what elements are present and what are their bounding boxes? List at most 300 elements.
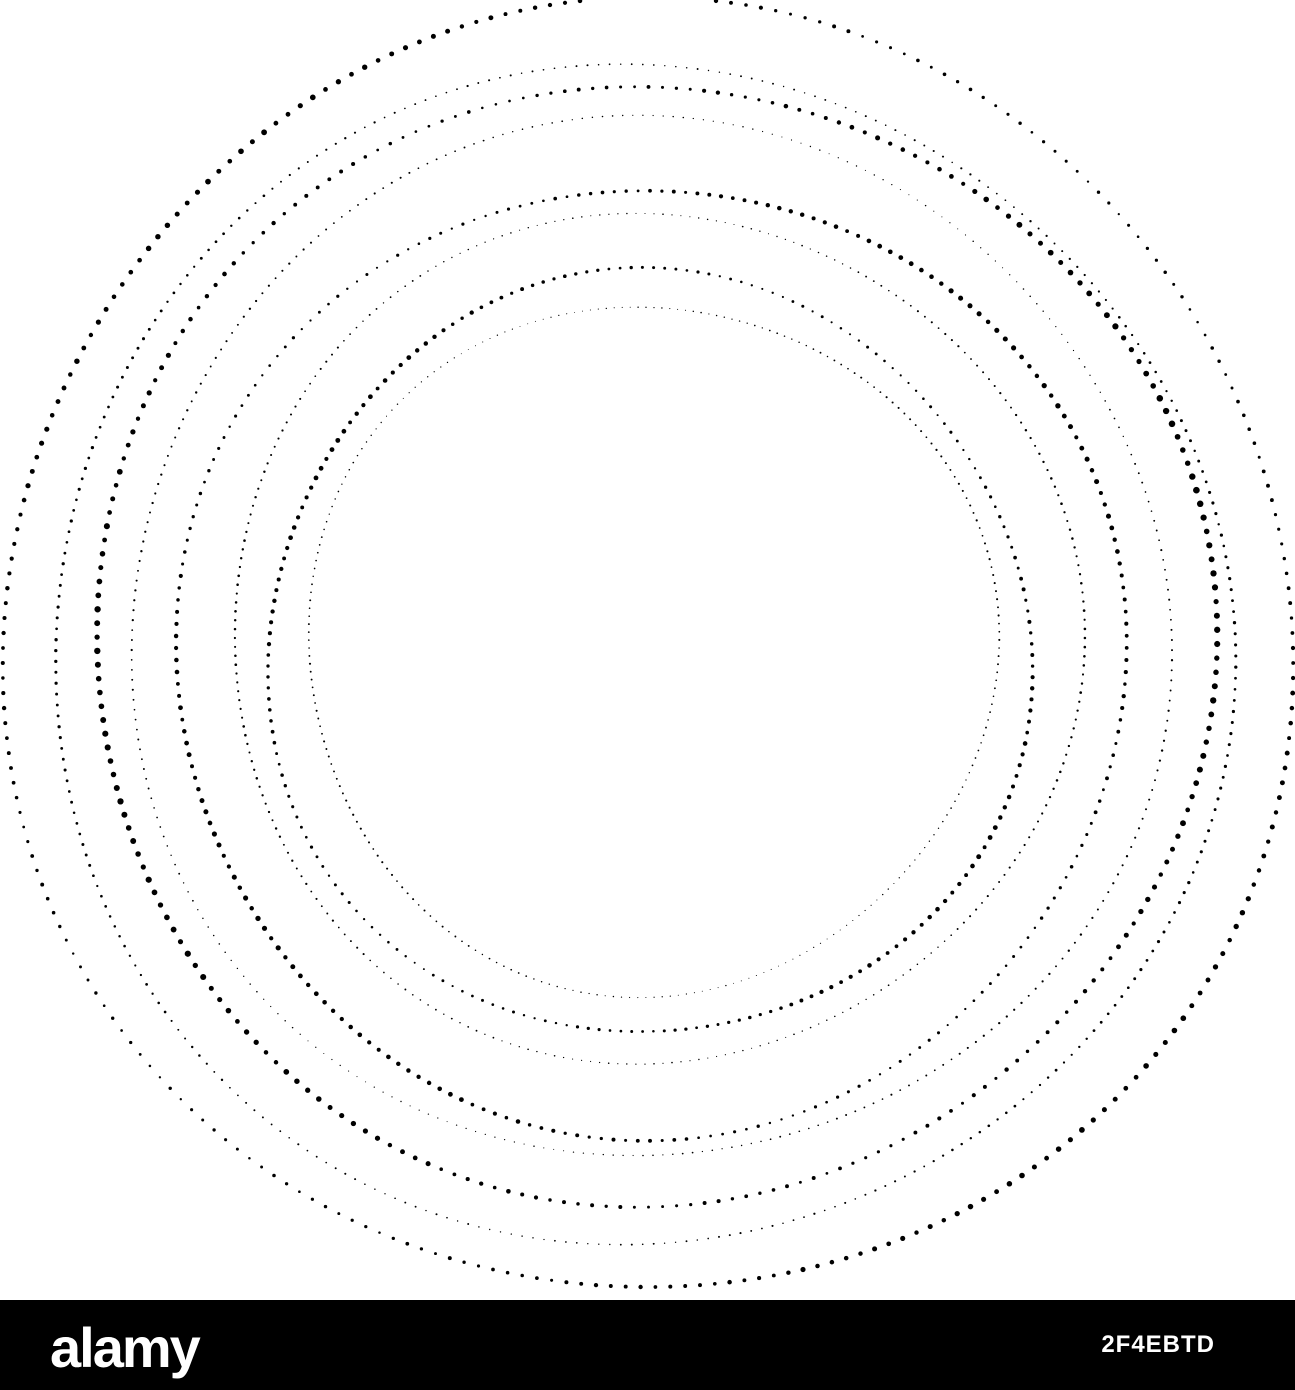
ring-dot <box>133 599 135 601</box>
ring-dot <box>638 1285 642 1289</box>
ring-dot <box>494 1136 495 1137</box>
ring-dot <box>590 215 591 216</box>
ring-dot <box>793 242 794 243</box>
ring-dot <box>1193 487 1200 494</box>
ring-dot <box>349 210 351 212</box>
ring-dot <box>112 295 117 300</box>
ring-dot <box>1094 479 1099 484</box>
ring-dot <box>759 230 760 231</box>
ring-dot <box>888 249 893 254</box>
ring-dot <box>283 844 285 846</box>
ring-dot <box>989 558 991 560</box>
ring-dot <box>596 994 598 996</box>
ring-dot <box>1291 676 1295 680</box>
ring-dot <box>686 1240 688 1242</box>
ring-dot <box>456 88 458 90</box>
ring-dot <box>631 63 633 65</box>
ring-dot <box>1107 201 1110 204</box>
ring-dot <box>376 267 378 269</box>
ring-dot <box>57 714 60 717</box>
ring-dot <box>854 372 856 374</box>
ring-dot <box>89 333 93 337</box>
ring-dot <box>719 71 720 72</box>
ring-dot <box>276 355 278 357</box>
ring-dot <box>1039 1084 1041 1086</box>
ring-dot <box>991 1028 993 1030</box>
ring-dot <box>315 560 317 562</box>
ring-dot <box>1233 699 1236 702</box>
ring-dot <box>412 280 414 282</box>
ring-dot <box>654 1285 658 1289</box>
ring-dot <box>716 90 720 94</box>
ring-dot <box>1170 619 1172 621</box>
ring-dot <box>1079 573 1081 575</box>
ring-dot <box>336 79 341 84</box>
ring-dot <box>317 718 319 720</box>
ring-dot <box>1125 646 1129 650</box>
ring-dot <box>489 338 490 339</box>
ring-dot <box>203 481 206 484</box>
ring-dot <box>496 962 498 964</box>
ring-dot <box>938 327 940 329</box>
ring-dot <box>206 1063 208 1065</box>
ring-dot <box>1076 266 1078 268</box>
ring-dot <box>452 985 454 987</box>
ring-dot <box>601 191 605 195</box>
ring-dot <box>78 488 81 491</box>
ring-dot <box>617 213 618 214</box>
ring-dot <box>1158 539 1160 541</box>
ring-dot <box>689 1203 692 1206</box>
ring-dot <box>466 1177 470 1181</box>
ring-dot <box>731 1197 734 1200</box>
ring-dot <box>834 224 839 229</box>
ring-dot <box>622 307 623 308</box>
ring-dot <box>885 124 887 126</box>
ring-dot <box>178 427 180 429</box>
ring-dot <box>992 574 994 576</box>
ring-dot <box>850 267 852 269</box>
ring-dot <box>491 1268 495 1272</box>
ring-dot <box>376 149 379 152</box>
ring-dot <box>151 502 153 504</box>
ring-dot <box>1093 1029 1096 1032</box>
ring-dot <box>543 319 544 320</box>
ring-dot <box>892 401 894 403</box>
ring-dot <box>418 242 421 245</box>
ring-dot <box>1085 457 1090 462</box>
ring-dot <box>920 430 922 432</box>
ring-dot <box>1157 395 1164 402</box>
ring-dot <box>972 765 974 767</box>
ring-dot <box>1166 720 1168 722</box>
ring-dot <box>802 1030 803 1031</box>
ring-dot <box>391 182 393 184</box>
ring-dot <box>684 1027 687 1030</box>
ring-dot <box>510 1043 511 1044</box>
ring-dot <box>883 360 886 363</box>
ring-dot <box>1127 445 1129 447</box>
ring-dot <box>1198 991 1203 996</box>
ring-dot <box>867 963 872 968</box>
ring-dot <box>1163 740 1165 742</box>
ring-dot <box>355 412 359 416</box>
ring-dot <box>354 1178 356 1180</box>
ring-dot <box>102 731 108 737</box>
ring-dot <box>150 797 152 799</box>
ring-dot <box>499 77 501 79</box>
ring-dot <box>1210 697 1216 703</box>
ring-dot <box>613 190 616 193</box>
ring-dot <box>587 1027 590 1030</box>
ring-dot <box>338 491 340 493</box>
ring-dot <box>689 88 692 91</box>
ring-dot <box>1003 874 1005 876</box>
ring-dot <box>968 1204 974 1210</box>
ring-dot <box>630 266 633 269</box>
ring-dot <box>675 1242 676 1243</box>
ring-dot <box>197 909 198 910</box>
ring-dot <box>92 874 95 877</box>
ring-dot <box>1138 472 1140 474</box>
ring-dot <box>1169 421 1176 428</box>
ring-dot <box>950 891 954 895</box>
ring-dot <box>1170 847 1175 852</box>
ring-dot <box>961 182 965 186</box>
ring-dot <box>686 269 689 272</box>
ring-dot <box>54 660 57 663</box>
ring-dot <box>535 94 538 97</box>
dotted-ring <box>174 189 1129 1143</box>
ring-dot <box>1290 706 1294 710</box>
ring-dot <box>562 1200 566 1204</box>
ring-dot <box>1216 797 1219 800</box>
ring-dot <box>983 734 985 736</box>
ring-dot <box>619 85 622 88</box>
ring-dot <box>849 333 851 335</box>
ring-dot <box>888 141 892 145</box>
ring-dot <box>543 1147 544 1148</box>
ring-dot <box>1280 780 1285 785</box>
ring-dot <box>514 1141 515 1142</box>
ring-dot <box>920 923 924 927</box>
ring-dot <box>287 852 289 854</box>
ring-dot <box>635 213 636 214</box>
ring-dot <box>996 1118 998 1120</box>
ring-dot <box>1246 896 1251 901</box>
ring-dot <box>365 1081 366 1082</box>
ring-dot <box>324 1205 327 1208</box>
ring-dot <box>443 1013 444 1014</box>
ring-dot <box>1180 419 1183 422</box>
ring-dot <box>351 162 355 166</box>
ring-dot <box>949 174 954 179</box>
ring-dot <box>506 1189 511 1194</box>
ring-dot <box>436 158 438 160</box>
ring-dot <box>145 778 147 780</box>
ring-dot <box>123 945 126 948</box>
ring-dot <box>875 135 880 140</box>
ring-dot <box>942 1064 944 1066</box>
ring-dot <box>860 377 862 379</box>
ring-dot <box>341 484 342 485</box>
ring-dot <box>1234 665 1237 668</box>
ring-dot <box>528 1123 531 1126</box>
ring-dot <box>420 1247 423 1250</box>
ring-dot <box>913 1131 917 1135</box>
ring-dot <box>348 1071 349 1072</box>
ring-dot <box>590 309 591 310</box>
ring-dot <box>399 363 403 367</box>
ring-dot <box>1005 1112 1008 1115</box>
ring-dot <box>942 1154 944 1156</box>
ring-dot <box>626 213 628 215</box>
ring-dot <box>112 396 115 399</box>
ring-dot <box>1204 334 1207 337</box>
ring-dot <box>792 959 793 960</box>
ring-dot <box>7 751 11 755</box>
ring-dot <box>768 1043 769 1044</box>
ring-dot <box>66 541 69 544</box>
ring-dot <box>5 586 9 590</box>
ring-dot <box>510 292 513 295</box>
ring-dot <box>412 994 414 996</box>
ring-dot <box>931 321 933 323</box>
ring-dot <box>132 619 134 621</box>
ring-dot <box>856 165 857 166</box>
ring-dot <box>717 1023 720 1026</box>
ring-dot <box>303 248 305 250</box>
ring-dot <box>122 456 126 460</box>
ring-dot <box>925 1124 929 1128</box>
ring-dot <box>882 894 883 895</box>
ring-dot <box>195 391 197 393</box>
ring-dot <box>1168 921 1171 924</box>
ring-dot <box>308 1040 309 1041</box>
ring-dot <box>748 1016 752 1020</box>
ring-dot <box>549 983 550 984</box>
ring-dot <box>785 1184 789 1188</box>
ring-dot <box>612 1154 613 1155</box>
ring-dot <box>542 199 545 202</box>
ring-dot <box>210 366 212 368</box>
ring-dot <box>97 690 103 696</box>
ring-dot <box>174 634 178 638</box>
ring-dot <box>671 214 672 215</box>
ring-dot <box>468 349 469 350</box>
ring-dot <box>1114 1004 1117 1007</box>
ring-dot <box>311 583 313 585</box>
ring-dot <box>99 426 102 429</box>
ring-dot <box>910 305 912 307</box>
ring-dot <box>880 285 882 287</box>
ring-dot <box>184 1037 186 1039</box>
ring-dot <box>873 386 875 388</box>
ring-dot <box>857 1085 860 1088</box>
ring-dot <box>482 341 483 342</box>
ring-dot <box>1189 794 1194 799</box>
ring-dot <box>59 736 62 739</box>
ring-dot <box>253 769 255 771</box>
ring-dot <box>1061 250 1063 252</box>
ring-dot <box>1156 769 1158 771</box>
ring-dot <box>344 1173 346 1175</box>
ring-dot <box>994 328 999 333</box>
ring-dot <box>412 898 414 900</box>
ring-dot <box>933 1160 935 1162</box>
ring-dot <box>942 1218 946 1222</box>
ring-dot <box>854 1198 856 1200</box>
ring-dot <box>844 1202 846 1204</box>
ring-dot <box>87 457 90 460</box>
ring-dot <box>734 1052 735 1053</box>
ring-dot <box>1115 549 1120 554</box>
ring-dot <box>1253 441 1257 445</box>
ring-dot <box>1038 453 1040 455</box>
ring-dot <box>991 566 993 568</box>
ring-dot <box>1004 1067 1008 1071</box>
ring-dot <box>1138 909 1143 914</box>
ring-dot <box>598 1028 601 1031</box>
ring-dot <box>493 238 494 239</box>
ring-dot <box>965 779 966 780</box>
ring-dot <box>198 1054 201 1057</box>
ring-dot <box>333 770 335 772</box>
ring-dot <box>1288 601 1292 605</box>
ring-dot <box>26 840 29 843</box>
ring-dot <box>63 552 66 555</box>
ring-dot <box>499 296 503 300</box>
ring-dot <box>956 440 959 443</box>
ring-dot <box>57 725 60 728</box>
ring-dot <box>1240 910 1245 915</box>
ring-dot <box>344 137 346 139</box>
ring-dot <box>1132 921 1136 925</box>
ring-dot <box>352 462 354 464</box>
ring-dot <box>1038 241 1043 246</box>
ring-dot <box>225 340 227 342</box>
ring-dot <box>548 3 552 7</box>
ring-dot <box>937 167 942 172</box>
ring-dot <box>184 741 189 746</box>
ring-dot <box>267 697 271 701</box>
ring-dot <box>981 1197 986 1202</box>
ring-dot <box>644 1063 645 1064</box>
ring-dot <box>111 1017 114 1020</box>
ring-dot <box>118 935 121 938</box>
ring-dot <box>577 193 581 197</box>
ring-dot <box>1163 408 1169 414</box>
ring-dot <box>572 1059 573 1060</box>
ring-dot <box>1287 586 1291 590</box>
ring-dot <box>131 669 133 671</box>
ring-dot <box>186 409 188 411</box>
ring-dot <box>311 679 313 681</box>
ring-dot <box>1112 882 1114 884</box>
ring-dot <box>397 983 399 985</box>
ring-dot <box>241 717 243 719</box>
ring-dot <box>1214 613 1220 619</box>
ring-dot <box>1213 964 1218 969</box>
ring-dot <box>772 1274 776 1278</box>
ring-dot <box>847 1090 850 1093</box>
ring-dot <box>937 414 939 416</box>
ring-dot <box>1100 1021 1103 1024</box>
ring-dot <box>141 758 143 760</box>
ring-dot <box>814 95 816 97</box>
ring-dot <box>1094 383 1096 385</box>
ring-dot <box>1006 535 1009 538</box>
ring-dot <box>1169 609 1171 611</box>
ring-dot <box>751 284 753 286</box>
ring-dot <box>1045 804 1047 806</box>
ring-dot <box>1065 876 1068 879</box>
ring-dot <box>1274 810 1278 814</box>
ring-dot <box>448 1092 453 1097</box>
ring-dot <box>100 717 106 723</box>
ring-dot <box>652 1155 654 1157</box>
ring-dot <box>864 1156 867 1159</box>
ring-dot <box>224 1138 227 1141</box>
ring-dot <box>1009 274 1010 275</box>
ring-dot <box>195 190 200 195</box>
ring-dot <box>1119 718 1122 721</box>
ring-dot <box>1071 1054 1073 1056</box>
ring-dot <box>703 1201 707 1205</box>
ring-dot <box>719 194 723 198</box>
ring-dot <box>62 562 65 565</box>
ring-dot <box>427 1081 431 1085</box>
ring-dot <box>1042 980 1044 982</box>
ring-dot <box>420 999 422 1001</box>
ring-dot <box>370 435 371 436</box>
ring-dot <box>903 53 906 56</box>
ring-dot <box>66 779 69 782</box>
ring-dot <box>1224 765 1227 768</box>
ring-dot <box>1052 788 1054 790</box>
ring-dot <box>310 95 316 101</box>
ring-dot <box>1020 422 1022 424</box>
ring-dot <box>684 191 687 194</box>
ring-dot <box>1104 312 1110 318</box>
ring-dot <box>1231 599 1234 602</box>
ring-dot <box>1127 986 1130 989</box>
ring-dot <box>708 70 709 71</box>
ring-dot <box>376 308 378 310</box>
ring-dot <box>1096 302 1101 307</box>
ring-dot <box>175 670 180 675</box>
ring-dot <box>322 1000 327 1005</box>
ring-dot <box>600 1137 603 1140</box>
ring-dot <box>785 239 786 240</box>
ring-dot <box>147 390 152 395</box>
ring-dot <box>549 91 552 94</box>
ring-dot <box>612 115 614 117</box>
ring-dot <box>440 119 443 122</box>
ring-dot <box>1142 818 1144 820</box>
ring-dot <box>635 1063 636 1064</box>
ring-dot <box>437 1087 442 1092</box>
ring-dot <box>68 530 71 533</box>
ring-dot <box>980 247 981 248</box>
ring-dot <box>958 296 963 301</box>
ring-dot <box>386 1055 391 1060</box>
ring-dot <box>902 1138 905 1141</box>
ring-dot <box>462 1261 465 1264</box>
ring-dot <box>479 1181 483 1185</box>
ring-dot <box>504 1139 505 1140</box>
ring-dot <box>606 308 607 309</box>
